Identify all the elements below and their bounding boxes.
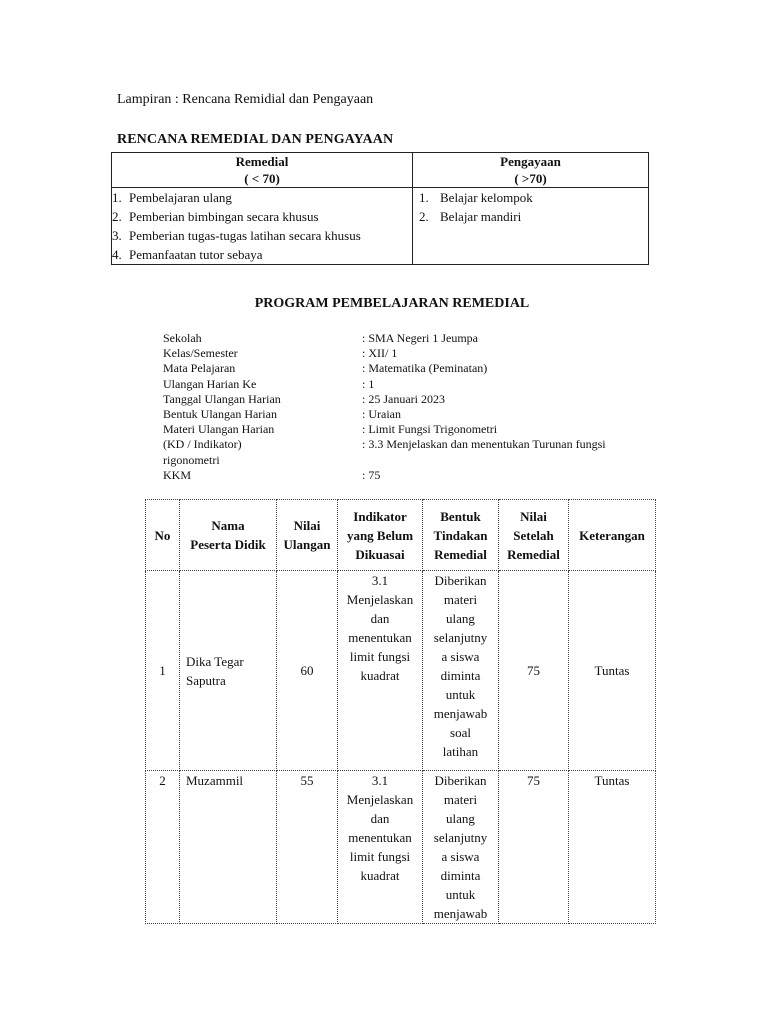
item-number: 2. [419,209,429,224]
info-value: : 75 [362,467,381,482]
list-item [112,188,412,207]
info-value: : Limit Fungsi Trigonometri [362,422,498,437]
lampiran-line: Lampiran : Rencana Remidial dan Pengayaan [117,92,374,107]
info-label: Kelas/Semester [163,346,238,361]
table-row [146,571,656,771]
cell-nilai: 60 [277,571,338,771]
remedial-heading: Remedial [235,154,289,169]
cell-nama: Dika Tegar Saputra [180,571,277,771]
pengayaan-threshold: ( >70) [514,171,547,186]
item-text: Pemanfaatan tutor sebaya [129,247,263,262]
cell-nilai-setelah: 75 [499,771,569,924]
table-header-row [146,500,656,571]
info-label: KKM [163,467,192,482]
item-number: 2. [112,209,122,224]
item-text: Pemberian bimbingan secara khusus [129,209,319,224]
remedial-list [112,188,412,264]
item-number: 1. [112,190,122,205]
remedial-list-cell [112,188,413,265]
item-number: 4. [112,247,122,262]
item-number: 3. [112,228,122,243]
cell-no: 1 [146,571,180,771]
col-header-tindakan: Bentuk Tindakan Remedial [423,500,499,571]
cell-indikator: 3.1 Menjelaskan dan menentukan limit fungsi kuadrat [338,771,423,924]
remedial-table [145,499,656,924]
info-label-line1: (KD / Indikator) [163,437,242,452]
info-label: Sekolah [163,331,202,345]
list-item [112,245,412,264]
program-title: PROGRAM PEMBELAJARAN REMEDIAL [254,296,530,311]
rencana-title: RENCANA REMEDIAL DAN PENGAYAAN [117,132,394,147]
info-value: : XII/ 1 [362,346,398,361]
pengayaan-heading: Pengayaan [500,154,561,169]
table-row [146,771,656,924]
pengayaan-list [413,188,648,226]
remedial-threshold: ( < 70) [244,171,280,186]
list-item [112,226,412,245]
cell-nilai: 55 [277,771,338,924]
item-text: Belajar kelompok [440,190,533,205]
item-text: Pemberian tugas-tugas latihan secara khusus [129,228,361,243]
item-text: Belajar mandiri [440,209,522,224]
info-value: : 1 [362,376,375,391]
col-header-nama: Nama Peserta Didik [180,500,277,571]
cell-nilai-setelah: 75 [499,571,569,771]
info-label [163,437,242,467]
cell-nama: Muzammil [180,771,277,924]
item-text: Pembelajaran ulang [129,190,232,205]
info-label: Ulangan Harian Ke [163,376,257,391]
info-label: Mata Pelajaran [163,361,236,376]
cell-no: 2 [146,771,180,924]
info-value: : Matematika (Peminatan) [362,361,488,376]
info-value: : 25 Januari 2023 [362,391,445,406]
info-label-line2: rigonometri [163,452,220,467]
pengayaan-list-cell [413,188,649,265]
cell-keterangan: Tuntas [569,771,656,924]
info-label: Tanggal Ulangan Harian [163,391,281,406]
info-label: Materi Ulangan Harian [163,422,275,437]
cell-tindakan: Diberikan materi ulang selanjutny a siswa diminta untuk menjawab soal latihan [423,571,499,771]
pengayaan-header [413,153,649,188]
list-item [419,207,648,226]
cell-indikator: 3.1 Menjelaskan dan menentukan limit fungsi kuadrat [338,571,423,771]
col-header-nilai: Nilai Ulangan [277,500,338,571]
col-header-nilai-setelah: Nilai Setelah Remedial [499,500,569,571]
col-header-no: No [146,500,180,571]
cell-keterangan: Tuntas [569,571,656,771]
cell-tindakan: Diberikan materi ulang selanjutny a siswa diminta untuk menjawab [423,771,499,924]
remedial-header [112,153,413,188]
info-label: Bentuk Ulangan Harian [163,406,277,421]
info-value: : SMA Negeri 1 Jeumpa [362,331,478,345]
info-value: : 3.3 Menjelaskan dan menentukan Turunan fungsi [362,437,606,452]
info-value: : Uraian [362,406,401,421]
list-item [112,207,412,226]
rencana-table [111,152,649,265]
col-header-keterangan: Keterangan [569,500,656,571]
item-number: 1. [419,190,429,205]
col-header-indikator: Indikator yang Belum Dikuasai [338,500,423,571]
list-item [419,188,648,207]
